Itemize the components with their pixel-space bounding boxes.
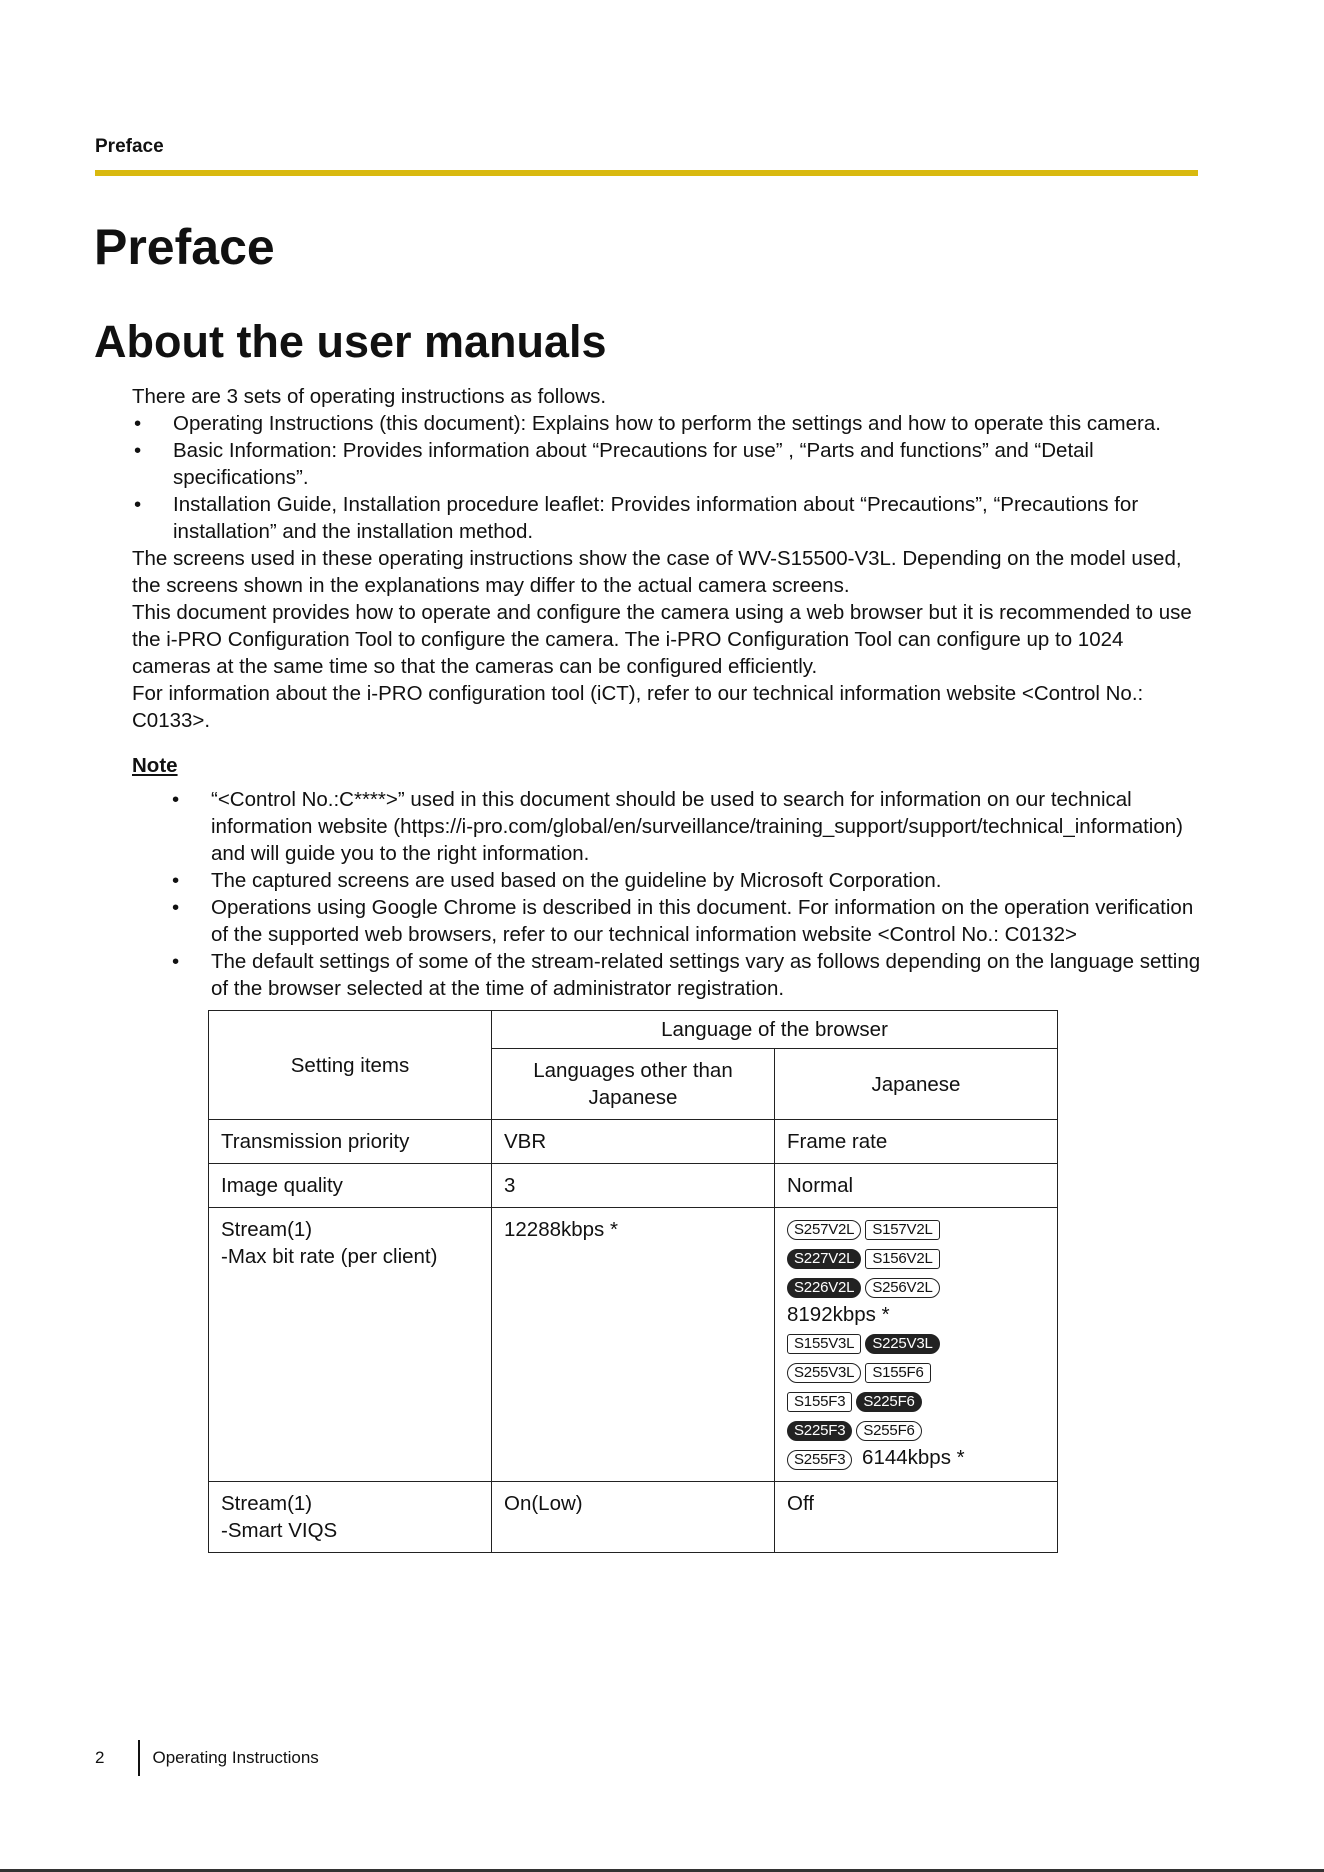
- model-badge: S155F3: [787, 1392, 852, 1412]
- model-badge: S227V2L: [787, 1249, 861, 1269]
- note-item: • “<Control No.:C****>” used in this document should be used to search for information on our technical information website (https://i-pro.com/global/en/surveillance/training_support/support/technical_information) and will guide you to the right information.: [172, 788, 1183, 865]
- table-row: Transmission priority VBR Frame rate: [209, 1120, 1058, 1164]
- running-header: Preface: [95, 136, 164, 157]
- paragraph: This document provides how to operate and configure the camera using a web browser but it is recommended to use the i-PRO Configuration Tool to configure the camera. The i-PRO Configuration Tool can configure up to 1024 cameras at the same time so that the cameras can be configured efficiently.: [132, 601, 1192, 678]
- note-item: • The captured screens are used based on the guideline by Microsoft Corporation.: [172, 869, 942, 892]
- header-rule: [95, 170, 1198, 176]
- intro-text: There are 3 sets of operating instructions as follows.: [132, 385, 607, 408]
- list-item: • Basic Information: Provides information about “Precautions for use” , “Parts and functions” and “Detail specifications”.: [134, 439, 1094, 489]
- body-content: [132, 383, 1202, 1553]
- model-badge-group: [787, 1328, 1045, 1444]
- model-badge: S255F6: [856, 1421, 921, 1441]
- model-badge: S157V2L: [865, 1220, 939, 1240]
- section-title: About the user manuals: [94, 316, 607, 367]
- model-badge: S155F6: [865, 1363, 930, 1383]
- model-badge: S255F3: [787, 1450, 852, 1470]
- bitrate-value: 8192kbps *: [787, 1303, 890, 1326]
- model-badge: S225F3: [787, 1421, 852, 1441]
- note-item: • Operations using Google Chrome is described in this document. For information on the operation verification of the supported web browsers, refer to our technical information website <Control No.: C0132>: [172, 896, 1194, 946]
- model-badge: S225V3L: [865, 1334, 939, 1354]
- bitrate-value: 6144kbps *: [862, 1446, 965, 1469]
- header-japanese: Japanese: [775, 1049, 1058, 1120]
- paragraph: For information about the i-PRO configuration tool (iCT), refer to our technical information website <Control No.: C0133>.: [132, 682, 1144, 732]
- list-item: • Operating Instructions (this document): Explains how to perform the settings and how to operate this camera.: [134, 412, 1161, 435]
- model-badge: S255V3L: [787, 1363, 861, 1383]
- note-list: [170, 786, 1202, 1002]
- paragraph: The screens used in these operating instructions show the case of WV-S15500-V3L. Depending on the model used, the screens shown in the explanations may differ to the actual camera screens.: [132, 547, 1182, 597]
- table-row: Image quality 3 Normal: [209, 1164, 1058, 1208]
- model-badge: S225F6: [856, 1392, 921, 1412]
- header-setting-items: Setting items: [209, 1011, 492, 1120]
- table-row: Stream(1) -Max bit rate (per client) 12288kbps * S257V2L S157V2L S227V2L S156V2L S226V2L S256V2L 8192kbps * S155V3L S225V3L S255V3L S155F6 S155F3 S225F6 S225F3 S255F6 S255F3 6144kbps *: [209, 1208, 1058, 1482]
- page-number: 2: [95, 1748, 105, 1767]
- model-badge: S257V2L: [787, 1220, 861, 1240]
- footer-divider: [138, 1740, 140, 1776]
- settings-table: [208, 1010, 1058, 1553]
- header-language: Language of the browser: [492, 1011, 1058, 1049]
- note-item: • The default settings of some of the stream-related settings vary as follows depending on the language setting of the browser selected at the time of administrator registration.: [172, 950, 1201, 1000]
- page-footer: [95, 1740, 319, 1776]
- model-badge: S156V2L: [865, 1249, 939, 1269]
- note-title: Note: [132, 754, 178, 777]
- header-other-languages: Languages other than Japanese: [492, 1049, 775, 1120]
- model-badge: S226V2L: [787, 1278, 861, 1298]
- model-badge: S256V2L: [865, 1278, 939, 1298]
- page-title: Preface: [94, 219, 275, 275]
- model-badge-group: [787, 1214, 1045, 1301]
- bitrate-cell: [775, 1208, 1058, 1482]
- model-badge: S155V3L: [787, 1334, 861, 1354]
- table-row: Stream(1) -Smart VIQS On(Low) Off: [209, 1482, 1058, 1553]
- document-name: Operating Instructions: [152, 1748, 319, 1767]
- list-item: • Installation Guide, Installation procedure leaflet: Provides information about “Precautions”, “Precautions for installation” and the installation method.: [134, 493, 1139, 543]
